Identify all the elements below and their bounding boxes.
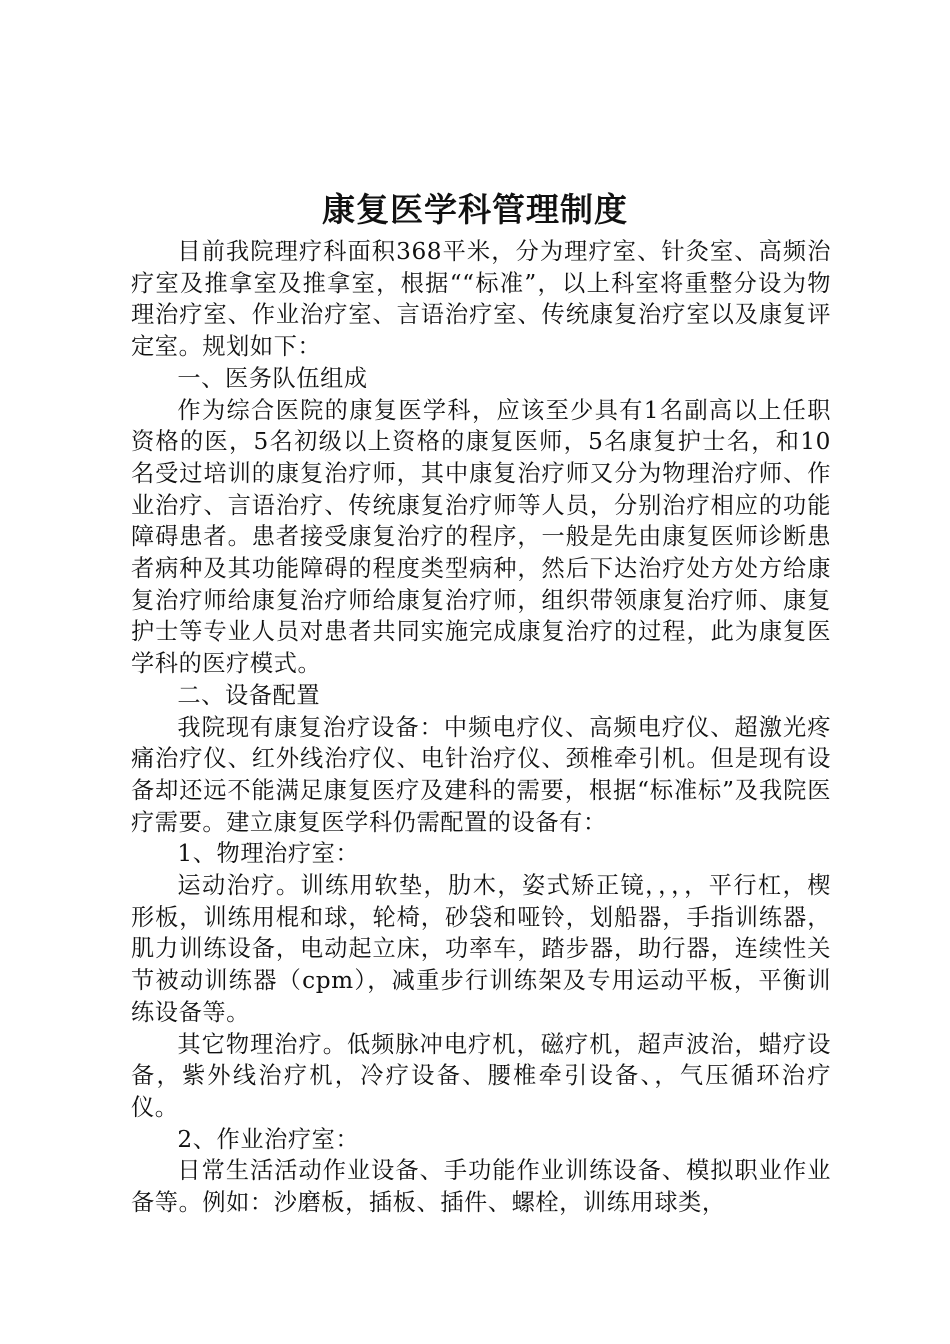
intro-paragraph: 目前我院理疗科面积368平米，分为理疗室、针灸室、高频治疗室及推拿室及推拿室，根据““标准”，以上科室将重整分设为物理治疗室、作业治疗室、言语治疗室、传统康复治疗室以及康复评定室。规划如下： [131, 238, 831, 361]
exercise-therapy-paragraph: 运动治疗。训练用软垫，肋木，姿式矫正镜，，，，平行杠，楔形板，训练用棍和球，轮椅，砂袋和哑铃，划船器，手指训练器，肌力训练设备，电动起立床，功率车，踏步器，助行器，连续性关节被动训练器（cpm），减重步行训练架及专用运动平板，平衡训练设备等。 [131, 872, 831, 1026]
staff-paragraph: 作为综合医院的康复医学科，应该至少具有1名副高以上任职资格的医，5名初级以上资格的康复医师，5名康复护士名，和10名受过培训的康复治疗师，其中康复治疗师又分为物理治疗师、作业治疗、言语治疗、传统康复治疗师等人员，分别治疗相应的功能障碍患者。患者接受康复治疗的程序，一般是先由康复医师诊断患者病种及其功能障碍的程度类型病种，然后下达治疗处方处方给康复治疗师给康复治疗师给康复治疗师，组织带领康复治疗师、康复护士等专业人员对患者共同实施完成康复治疗的过程，此为康复医学科的医疗模式。 [131, 396, 831, 678]
document-title: 康复医学科管理制度 [322, 190, 628, 229]
subheading-physical-therapy: 1、物理治疗室： [177, 840, 360, 868]
subheading-occupational-therapy: 2、作业治疗室： [177, 1125, 360, 1153]
section-heading-staff: 一、医务队伍组成 [177, 364, 368, 392]
occupational-therapy-paragraph: 日常生活活动作业设备、手功能作业训练设备、模拟职业作业备等。例如：沙磨板，插板、插件、螺栓，训练用球类， [131, 1157, 831, 1217]
other-physical-therapy-paragraph: 其它物理治疗。低频脉冲电疗机，磁疗机，超声波治，蜡疗设备，紫外线治疗机，冷疗设备、腰椎牵引设备、，气压循环治疗仪。 [131, 1030, 831, 1121]
equipment-paragraph: 我院现有康复治疗设备：中频电疗仪、高频电疗仪、超激光疼痛治疗仪、红外线治疗仪、电针治疗仪、颈椎牵引机。但是现有设备却还远不能满足康复医疗及建科的需要，根据“标准标”及我院医疗需要。建立康复医学科仍需配置的设备有： [131, 713, 831, 836]
document-body [131, 236, 831, 1219]
section-heading-equipment: 二、设备配置 [177, 681, 321, 709]
